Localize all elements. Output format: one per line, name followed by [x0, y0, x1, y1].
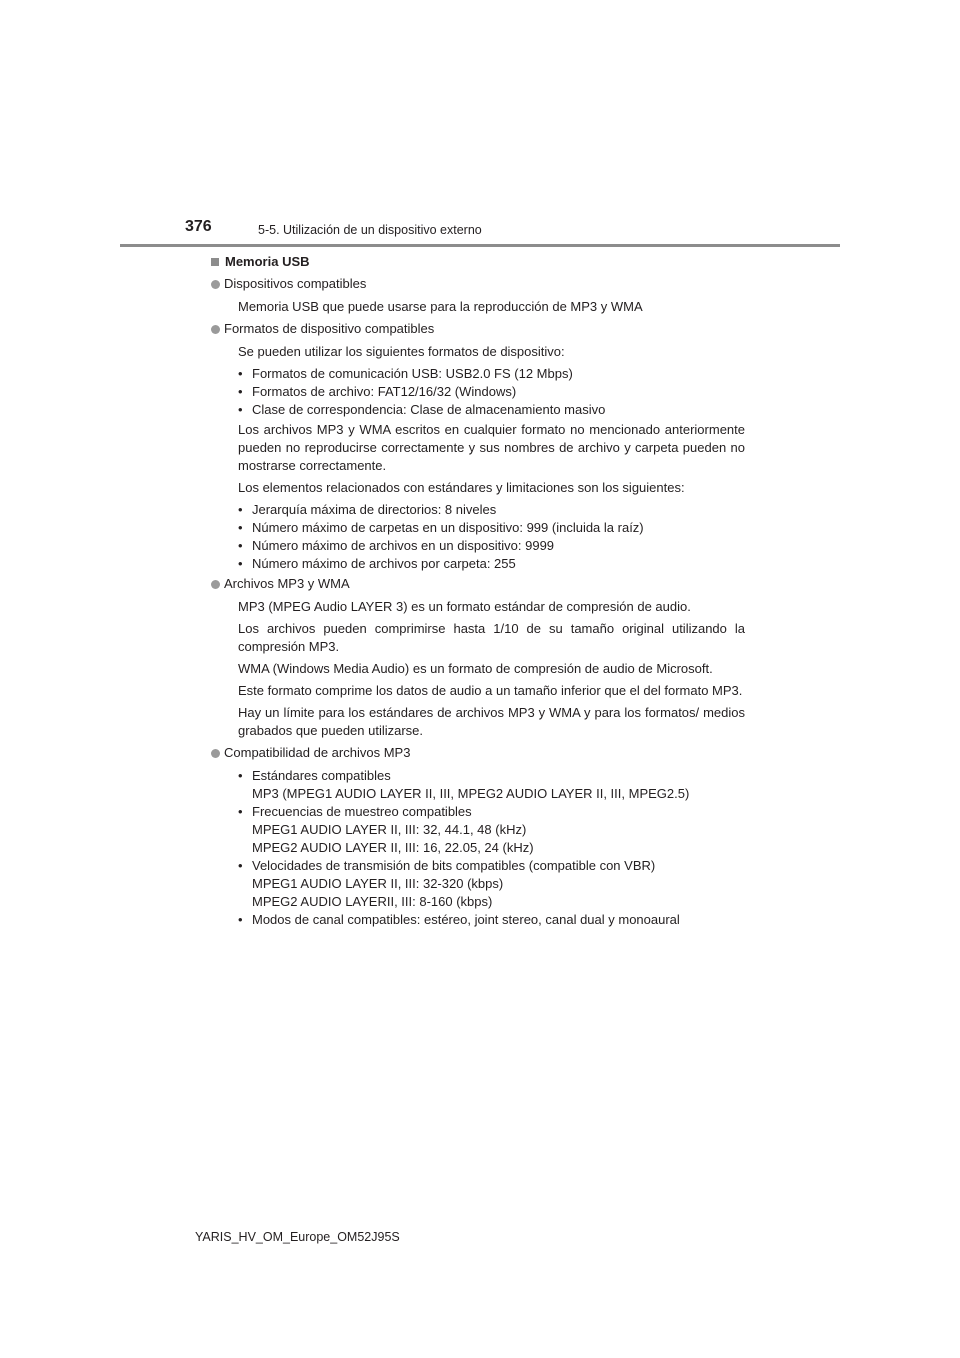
list-item: • Clase de correspondencia: Clase de almacenamiento masivo: [238, 402, 606, 417]
list-subline: MPEG2 AUDIO LAYERII, III: 8-160 (kbps): [252, 894, 493, 909]
paragraph: Hay un límite para los estándares de archivos MP3 y WMA y para los formatos/ medios grabados que pueden utilizarse.: [238, 705, 745, 738]
circle-bullet-icon: [211, 325, 220, 334]
circle-bullet-icon: [211, 280, 220, 289]
list-item: • Número máximo de archivos en un dispositivo: 9999: [238, 538, 555, 553]
list-item: • Formatos de comunicación USB: USB2.0 FS (12 Mbps): [238, 366, 573, 381]
paragraph: Se pueden utilizar los siguientes formatos de dispositivo:: [238, 344, 565, 359]
list-item: • Número máximo de carpetas en un dispositivo: 999 (incluida la raíz): [238, 520, 644, 535]
bullet-formats: [211, 320, 745, 338]
page-number: 376: [185, 218, 212, 235]
bullet-title: Formatos de dispositivo compatibles: [224, 321, 435, 336]
format-list: [238, 365, 745, 419]
circle-bullet-icon: [211, 580, 220, 589]
bullet-title: Compatibilidad de archivos MP3: [224, 745, 411, 760]
paragraph: MP3 (MPEG Audio LAYER 3) es un formato estándar de compresión de audio.: [238, 599, 691, 614]
paragraph: Los archivos pueden comprimirse hasta 1/10 de su tamaño original utilizando la compresión MP3.: [238, 621, 745, 654]
list-item: • Modos de canal compatibles: estéreo, joint stereo, canal dual y monoaural: [238, 912, 680, 927]
bullet-title: Dispositivos compatibles: [224, 276, 367, 291]
list-subline: MPEG1 AUDIO LAYER II, III: 32, 44.1, 48 (kHz): [252, 822, 527, 837]
list-item: • Estándares compatibles: [238, 768, 391, 783]
bullet-devices: [211, 275, 745, 293]
list-item: • Formatos de archivo: FAT12/16/32 (Windows): [238, 384, 517, 399]
heading-text: Memoria USB: [225, 254, 310, 269]
page-content: [211, 253, 745, 931]
square-bullet-icon: [211, 258, 219, 266]
list-subline: MPEG1 AUDIO LAYER II, III: 32-320 (kbps): [252, 876, 504, 891]
paragraph: WMA (Windows Media Audio) es un formato de compresión de audio de Microsoft.: [238, 661, 713, 676]
paragraph: Los archivos MP3 y WMA escritos en cualquier formato no mencionado anteriormente pueden no reproducirse correctamente y sus nombres de archivo y carpeta pueden no mostrarse correctamente.: [238, 422, 745, 473]
section-title: 5-5. Utilización de un dispositivo externo: [258, 223, 482, 237]
list-item: • Jerarquía máxima de directorios: 8 niveles: [238, 502, 497, 517]
bullet-title: Archivos MP3 y WMA: [224, 576, 350, 591]
header-divider: [120, 244, 840, 247]
circle-bullet-icon: [211, 749, 220, 758]
section-heading: [211, 253, 745, 271]
list-subline: MPEG2 AUDIO LAYER II, III: 16, 22.05, 24 (kHz): [252, 840, 534, 855]
paragraph: Memoria USB que puede usarse para la reproducción de MP3 y WMA: [238, 299, 643, 314]
limits-list: [238, 501, 745, 573]
list-item: • Número máximo de archivos por carpeta: 255: [238, 556, 516, 571]
footer-doc-id: YARIS_HV_OM_Europe_OM52J95S: [195, 1230, 400, 1244]
list-item: • Frecuencias de muestreo compatibles: [238, 804, 472, 819]
compat-list: [238, 767, 745, 929]
list-item: • Velocidades de transmisión de bits compatibles (compatible con VBR): [238, 858, 656, 873]
list-subline: MP3 (MPEG1 AUDIO LAYER II, III, MPEG2 AUDIO LAYER II, III, MPEG2.5): [252, 786, 690, 801]
paragraph: Los elementos relacionados con estándares y limitaciones son los siguientes:: [238, 480, 685, 495]
bullet-mp3-compat: [211, 744, 745, 762]
paragraph: Este formato comprime los datos de audio a un tamaño inferior que el del formato MP3.: [238, 683, 743, 698]
bullet-mp3-wma: [211, 575, 745, 593]
